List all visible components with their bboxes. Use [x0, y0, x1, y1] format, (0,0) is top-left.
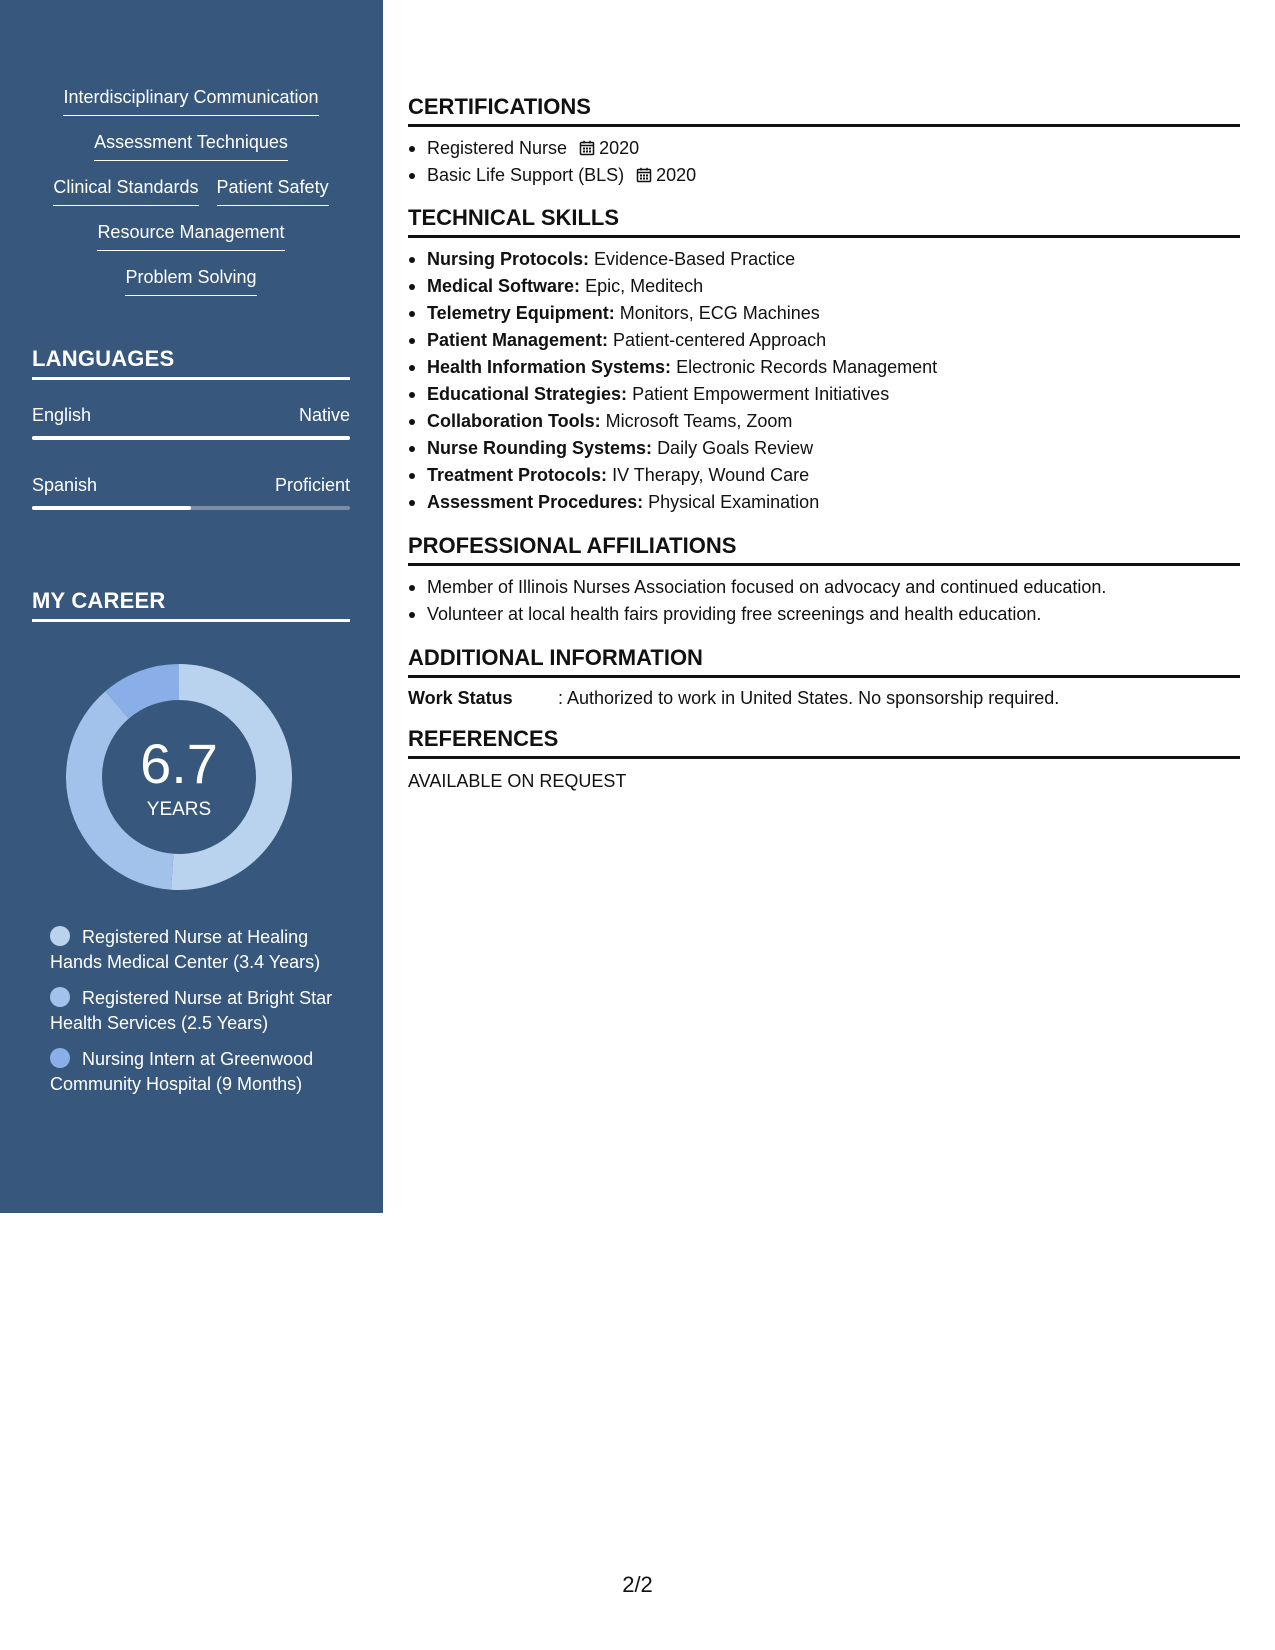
calendar-icon: [636, 167, 652, 183]
skill-value: Microsoft Teams, Zoom: [605, 411, 793, 431]
legend-item: [50, 1047, 340, 1096]
skill-label: Medical Software:: [427, 276, 581, 296]
skill-label: Treatment Protocols:: [427, 465, 608, 485]
certification-year: 2020: [599, 138, 640, 158]
language-english: [32, 404, 350, 440]
calendar-icon: [579, 140, 595, 156]
skill-value: Patient Empowerment Initiatives: [632, 384, 890, 404]
skill-value: IV Therapy, Wound Care: [612, 465, 810, 485]
certifications-list: [408, 135, 1240, 189]
section-title: ADDITIONAL INFORMATION: [408, 645, 1240, 678]
certification-name: Registered Nurse: [427, 138, 568, 158]
languages-heading: LANGUAGES: [32, 346, 350, 380]
work-status-value: : Authorized to work in United States. No sponsorship required.: [558, 688, 1060, 708]
legend-label: Registered Nurse at Healing Hands Medical Center (3.4 Years): [50, 927, 321, 972]
legend-label: Nursing Intern at Greenwood Community Hospital (9 Months): [50, 1049, 314, 1094]
skill-tag: Problem Solving: [125, 266, 256, 296]
skill-label: Patient Management:: [427, 330, 609, 350]
references-section: [408, 726, 1240, 793]
list-item: Volunteer at local health fairs providing free screenings and health education.: [408, 601, 1240, 628]
skill-value: Evidence-Based Practice: [594, 249, 796, 269]
certifications-section: [408, 94, 1240, 189]
career-legend: [50, 925, 340, 1108]
language-level: Proficient: [274, 475, 350, 495]
legend-item: [50, 925, 340, 974]
page-number: 2/2: [622, 1572, 653, 1597]
skill-row: [32, 176, 350, 221]
legend-dot: [50, 1048, 70, 1068]
language-bar-fill: [32, 506, 191, 510]
skill-tag: Interdisciplinary Communication: [63, 86, 318, 116]
career-heading: MY CAREER: [32, 588, 350, 622]
language-head: [32, 474, 350, 496]
technical-skills-section: [408, 205, 1240, 516]
list-item: [408, 327, 1240, 354]
skill-value: Physical Examination: [648, 492, 820, 512]
list-item: [408, 162, 1240, 189]
additional-info-section: [408, 645, 1240, 710]
section-title: TECHNICAL SKILLS: [408, 205, 1240, 238]
skill-label: Telemetry Equipment:: [427, 303, 615, 323]
legend-dot: [50, 987, 70, 1007]
skill-tag: Patient Safety: [217, 176, 329, 206]
legend-dot: [50, 926, 70, 946]
list-item: Member of Illinois Nurses Association focused on advocacy and continued education.: [408, 574, 1240, 601]
skill-row: [32, 131, 350, 176]
list-item: [408, 435, 1240, 462]
language-bar: [32, 506, 350, 510]
list-item: [408, 300, 1240, 327]
language-bar-fill: [32, 436, 350, 440]
language-name: English: [32, 405, 92, 425]
list-item: [408, 408, 1240, 435]
language-bar: [32, 436, 350, 440]
list-item: [408, 273, 1240, 300]
work-status-row: [408, 686, 1240, 710]
affiliations-list: [408, 574, 1240, 628]
skills-list: [32, 86, 350, 311]
language-spanish: [32, 474, 350, 510]
skill-value: Daily Goals Review: [657, 438, 814, 458]
affiliations-section: [408, 533, 1240, 628]
skill-label: Assessment Procedures:: [427, 492, 644, 512]
section-title: CERTIFICATIONS: [408, 94, 1240, 127]
donut-center: [66, 664, 292, 890]
career-total-value: 6.7: [140, 732, 218, 795]
list-item: [408, 135, 1240, 162]
references-text: AVAILABLE ON REQUEST: [408, 771, 627, 791]
work-status-label: Work Status: [408, 688, 513, 708]
skill-value: Electronic Records Management: [676, 357, 938, 377]
skill-label: Health Information Systems:: [427, 357, 672, 377]
legend-item: [50, 986, 340, 1035]
section-title: REFERENCES: [408, 726, 1240, 759]
skill-tag: Assessment Techniques: [94, 131, 288, 161]
skill-label: Collaboration Tools:: [427, 411, 601, 431]
skill-row: [32, 86, 350, 131]
skill-label: Educational Strategies:: [427, 384, 628, 404]
language-head: [32, 404, 350, 426]
language-level: Native: [298, 405, 350, 425]
certification-name: Basic Life Support (BLS): [427, 165, 625, 185]
skill-value: Patient-centered Approach: [613, 330, 827, 350]
section-title: PROFESSIONAL AFFILIATIONS: [408, 533, 1240, 566]
career-donut-chart: [66, 664, 292, 890]
skill-label: Nursing Protocols:: [427, 249, 590, 269]
list-item: [408, 381, 1240, 408]
list-item: [408, 489, 1240, 516]
skill-row: [32, 266, 350, 311]
certification-year: 2020: [656, 165, 697, 185]
technical-skills-list: [408, 246, 1240, 516]
language-name: Spanish: [32, 475, 98, 495]
list-item: [408, 354, 1240, 381]
skill-row: [32, 221, 350, 266]
list-item: [408, 246, 1240, 273]
skill-value: Monitors, ECG Machines: [619, 303, 820, 323]
skill-label: Nurse Rounding Systems:: [427, 438, 653, 458]
legend-label: Registered Nurse at Bright Star Health Services (2.5 Years): [50, 988, 333, 1033]
skill-tag: Clinical Standards: [53, 176, 198, 206]
skill-value: Epic, Meditech: [585, 276, 704, 296]
skill-tag: Resource Management: [97, 221, 284, 251]
sidebar: [0, 0, 383, 1213]
career-total-unit: YEARS: [146, 799, 212, 820]
list-item: [408, 462, 1240, 489]
